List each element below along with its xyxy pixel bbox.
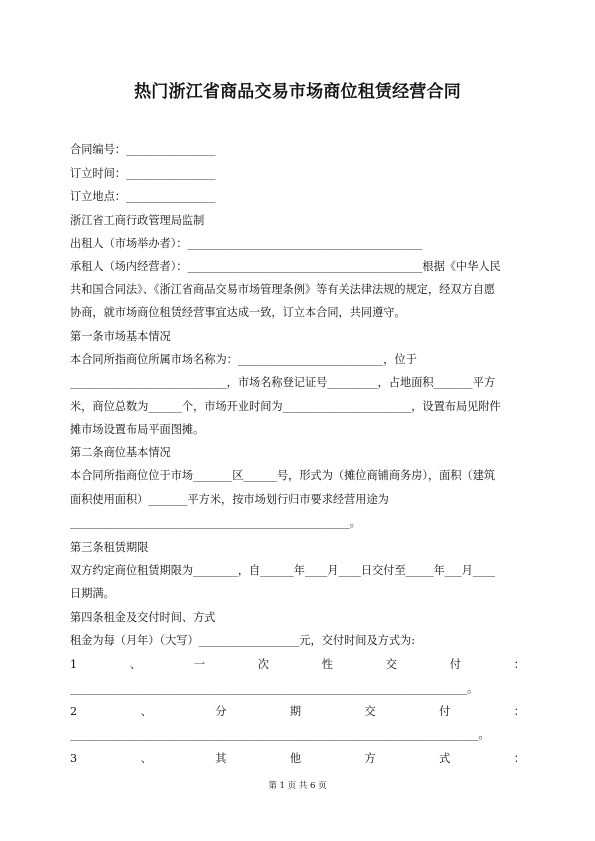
spread-char: ： (513, 705, 525, 718)
article-1-line-4: 摊市场设置布局平面图摊。 (70, 423, 205, 436)
article-1-line-2: ____________________________，市场名称登记证号_________，占地面积_______平方 (70, 376, 496, 389)
payment-option-3 (70, 752, 525, 766)
spread-char: 3 (70, 752, 78, 765)
article-2-line-2: 面积使用面积）_______平方米，按市场划行归市要求经营用途为 (70, 493, 389, 506)
spread-char: 他 (289, 752, 302, 765)
spread-char: 方 (364, 752, 376, 765)
spread-char: 2 (70, 705, 78, 718)
contract-number-line: 合同编号：________________ (70, 143, 216, 156)
spread-char: 分 (215, 705, 227, 718)
article-3-line-1: 双方约定商位租赁期限为________，自______年____月____日交付至_____年___月____ (70, 564, 496, 577)
article-2-line-3: __________________________________________________。 (70, 516, 361, 529)
article-4-line-1: 租金为每（月年）（大写）__________________元，交付时间及方式为: (70, 634, 415, 647)
article-2-heading: 第二条商位基本情况 (70, 446, 171, 459)
article-1-line-1: 本合同所指商位所属市场名称为：__________________________，位于 (70, 353, 417, 366)
spread-char: 、 (140, 705, 152, 718)
payment-option-2-blank: _________________________________________________________________________。 (70, 728, 490, 741)
payment-option-1-blank: _______________________________________________________________________。 (70, 682, 479, 695)
spread-char: 期 (289, 705, 302, 718)
preamble-line-3: 协商，就市场商位租赁经营事宜达成一致，订立本合同，共同遵守。 (70, 306, 406, 319)
spread-char: 付 (439, 705, 451, 718)
spread-char: 一 (193, 658, 206, 671)
spread-char: 次 (257, 658, 270, 671)
article-3-heading: 第三条租赁期限 (70, 541, 149, 554)
spread-char: 付 (449, 658, 461, 671)
spread-char: 、 (140, 752, 152, 765)
spread-char: 交 (385, 658, 397, 671)
spread-char: 交 (364, 705, 376, 718)
document-title: 热门浙江省商品交易市场商位租赁经营合同 (134, 82, 461, 102)
spread-char: 其 (215, 752, 227, 765)
spread-char: ： (513, 658, 525, 671)
lessor-line: 出租人（市场举办者）：__________________________________________ (70, 237, 423, 250)
page-footer: 第 1 页 共 6 页 (268, 781, 327, 791)
payment-option-2 (70, 705, 525, 719)
article-3-line-2: 日期满。 (70, 587, 115, 600)
article-4-heading: 第四条租金及交付时间、方式 (70, 611, 216, 624)
payment-option-1 (70, 658, 525, 672)
supervisor-line: 浙江省工商行政管理局监制 (70, 214, 205, 227)
spread-char: 1 (70, 658, 78, 671)
spread-char: ： (513, 752, 525, 765)
preamble-line-2: 共和国合同法》、《浙江省商品交易市场管理条例》等有关法律法规的规定，经双方自愿 (70, 283, 496, 296)
spread-char: 、 (129, 658, 142, 671)
article-1-line-3: 米，商位总数为______个，市场开业时间为_______________________，设置布局见附件 (70, 400, 501, 413)
article-1-heading: 第一条市场基本情况 (70, 330, 171, 343)
spread-char: 式 (439, 752, 451, 765)
article-2-line-1: 本合同所指商位位于市场_______区______号，形式为（摊位商铺商务房），面积（建筑 (70, 469, 496, 482)
spread-char: 性 (321, 658, 333, 671)
lessee-line: 承租人（场内经营者）：__________________________________________根据《中华人民 (70, 260, 501, 273)
signing-time-line: 订立时间：________________ (70, 167, 216, 180)
signing-place-line: 订立地点：________________ (70, 190, 216, 203)
